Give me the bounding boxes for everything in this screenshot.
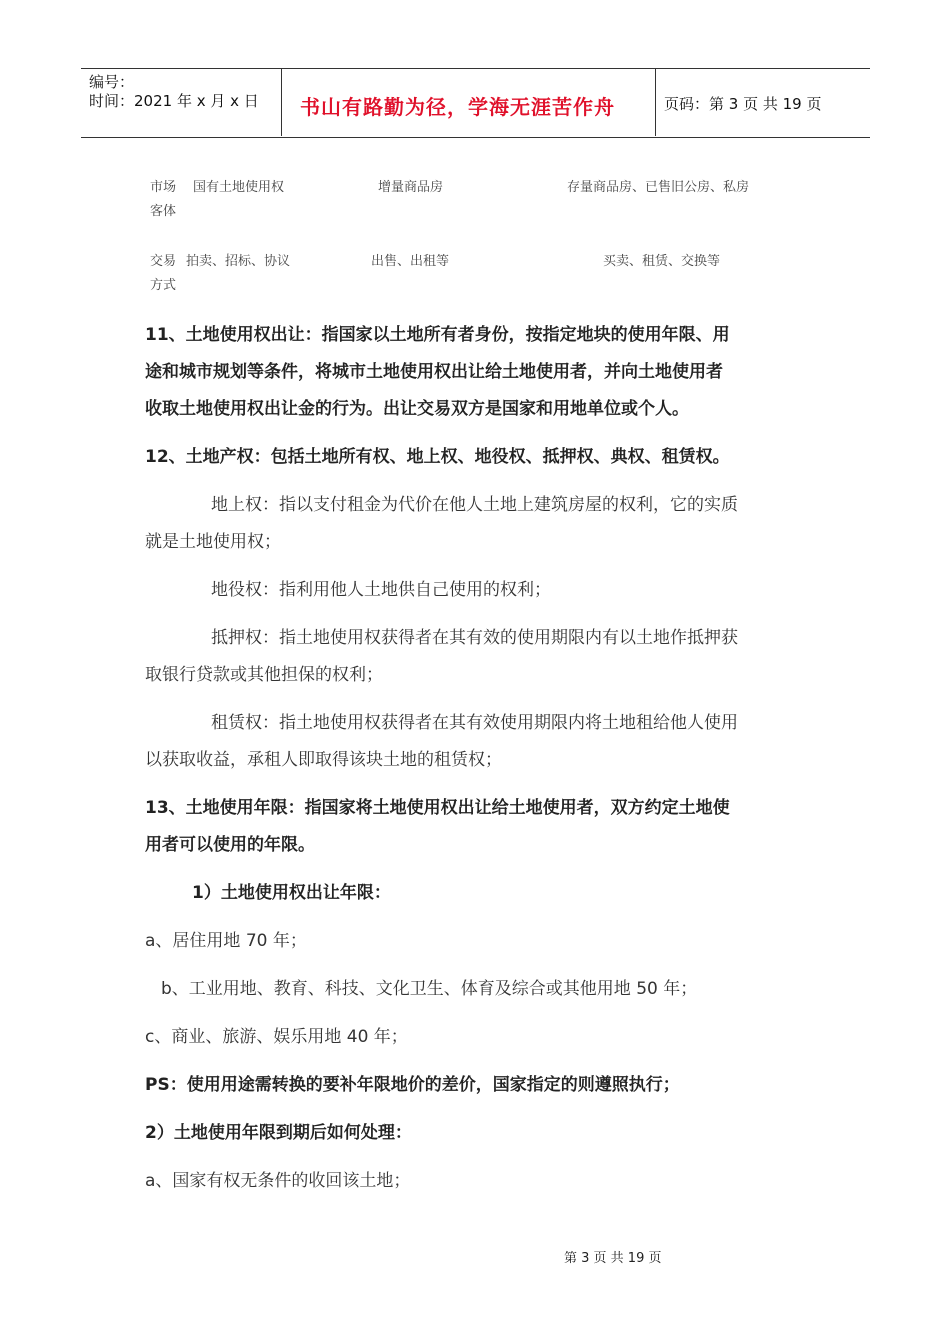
para-12: 12、土地产权：包括土地所有权、地上权、地役权、抵押权、典权、租赁权。 — [145, 447, 730, 467]
diyi-line: 地役权：指利用他人土地供自己使用的权利； — [211, 580, 551, 600]
sub-heading-1: 1）土地使用权出让年限： — [192, 883, 391, 903]
para-11-line3: 收取土地使用权出让金的行为。出让交易双方是国家和用地单位或个人。 — [145, 399, 689, 419]
sub-heading-2: 2）土地使用年限到期后如何处理： — [145, 1123, 412, 1143]
para-11-line1: 11、土地使用权出让：指国家以土地所有者身份，按指定地块的使用年限、用 — [145, 325, 730, 345]
table-row2-label-1: 交易 — [150, 254, 177, 269]
item-a2: a、国家有权无条件的收回该土地； — [145, 1171, 411, 1191]
header-divider-left — [281, 68, 282, 136]
para-13-line2: 用者可以使用的年限。 — [145, 835, 315, 855]
table-row1-col3: 存量商品房、已售旧公房、私房 — [567, 180, 750, 195]
table-row2-col1: 拍卖、招标、协议 — [186, 254, 291, 269]
item-a: a、居住用地 70 年； — [145, 931, 307, 951]
dishang-line2: 就是土地使用权； — [145, 532, 281, 552]
table-row2-col3: 买卖、租赁、交换等 — [603, 254, 721, 269]
header-time: 时间：2021 年 x 月 x 日 — [89, 92, 259, 110]
para-13-line1: 13、土地使用年限：指国家将土地使用权出让给土地使用者，双方约定土地使 — [145, 798, 730, 818]
zulin-line1: 租赁权：指土地使用权获得者在其有效使用期限内将土地租给他人使用 — [211, 713, 738, 733]
table-row2-col2: 出售、出租等 — [371, 254, 450, 269]
footer-page: 第 3 页 共 19 页 — [564, 1251, 662, 1266]
ps-note: PS：使用用途需转换的要补年限地价的差价，国家指定的则遵照执行； — [145, 1075, 680, 1095]
header-motto: 书山有路勤为径，学海无涯苦作舟 — [300, 95, 615, 119]
diya-line2: 取银行贷款或其他担保的权利； — [145, 665, 383, 685]
header-page: 页码：第 3 页 共 19 页 — [664, 95, 822, 113]
item-b: b、工业用地、教育、科技、文化卫生、体育及综合或其他用地 50 年； — [161, 979, 698, 999]
header-divider-right — [655, 68, 656, 136]
dishang-line1: 地上权：指以支付租金为代价在他人土地上建筑房屋的权利，它的实质 — [211, 495, 738, 515]
table-row1-label-2: 客体 — [150, 204, 177, 219]
item-c: c、商业、旅游、娱乐用地 40 年； — [145, 1027, 408, 1047]
table-row1-label-1: 市场 — [150, 180, 177, 195]
table-row2-label-2: 方式 — [150, 278, 177, 293]
para-11-line2: 途和城市规划等条件，将城市土地使用权出让给土地使用者，并向土地使用者 — [145, 362, 723, 382]
zulin-line2: 以获取收益，承租人即取得该块土地的租赁权； — [145, 750, 502, 770]
header-number: 编号： — [89, 73, 135, 91]
diya-line1: 抵押权：指土地使用权获得者在其有效的使用期限内有以土地作抵押获 — [211, 628, 738, 648]
table-row1-col2: 增量商品房 — [378, 180, 444, 195]
table-row1-col1: 国有土地使用权 — [193, 180, 285, 195]
